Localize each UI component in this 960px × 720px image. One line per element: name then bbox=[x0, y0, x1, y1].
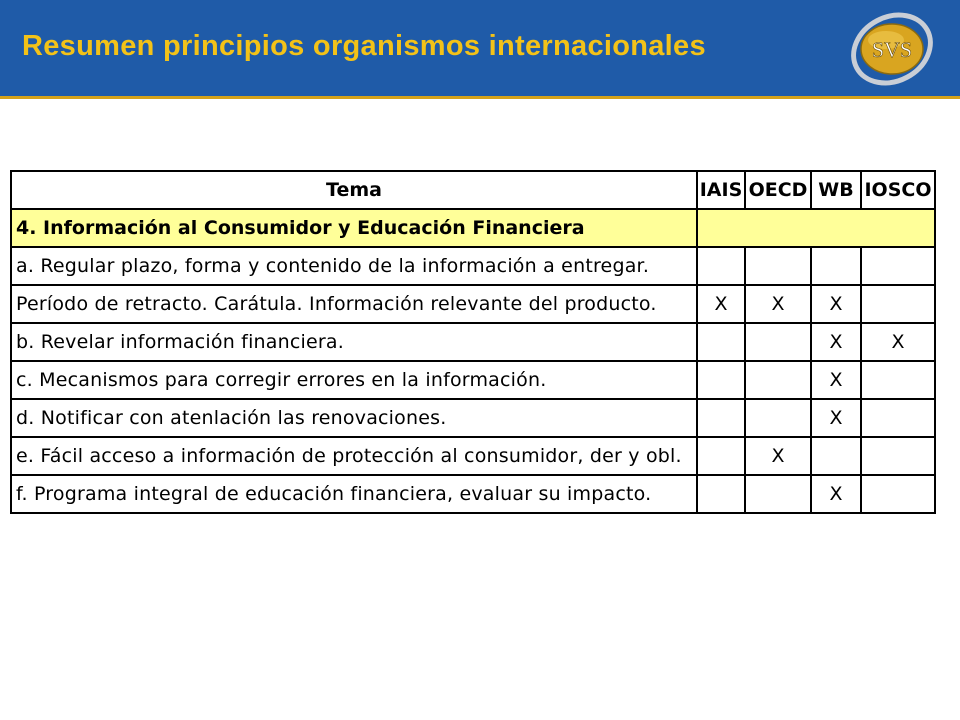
cell-iosco bbox=[861, 475, 935, 513]
cell-oecd: X bbox=[745, 437, 811, 475]
table-row bbox=[11, 399, 935, 437]
cell-oecd bbox=[745, 323, 811, 361]
table-row bbox=[11, 475, 935, 513]
cell-wb: X bbox=[811, 285, 861, 323]
table-row bbox=[11, 361, 935, 399]
cell-iosco bbox=[861, 247, 935, 285]
cell-oecd: X bbox=[745, 285, 811, 323]
cell-iosco bbox=[861, 399, 935, 437]
cell-iais bbox=[697, 247, 745, 285]
cell-iais bbox=[697, 437, 745, 475]
row-tema: f. Programa integral de educación financiera, evaluar su impacto. bbox=[11, 475, 697, 513]
cell-oecd bbox=[745, 399, 811, 437]
table-header-row bbox=[11, 171, 935, 209]
col-header-tema: Tema bbox=[11, 171, 697, 209]
cell-wb: X bbox=[811, 323, 861, 361]
table-row bbox=[11, 285, 935, 323]
col-header-wb: WB bbox=[811, 171, 861, 209]
col-header-oecd: OECD bbox=[745, 171, 811, 209]
row-tema: Período de retracto. Carátula. Información relevante del producto. bbox=[11, 285, 697, 323]
section-label: 4. Información al Consumidor y Educación Financiera bbox=[11, 209, 697, 247]
section-row bbox=[11, 209, 935, 247]
cell-wb bbox=[811, 247, 861, 285]
row-tema: c. Mecanismos para corregir errores en la información. bbox=[11, 361, 697, 399]
table-row bbox=[11, 437, 935, 475]
row-tema: e. Fácil acceso a información de protección al consumidor, der y obl. bbox=[11, 437, 697, 475]
row-tema: a. Regular plazo, forma y contenido de la información a entregar. bbox=[11, 247, 697, 285]
principles-table bbox=[10, 170, 936, 514]
cell-wb: X bbox=[811, 399, 861, 437]
cell-iais bbox=[697, 323, 745, 361]
slide-header bbox=[0, 0, 960, 99]
cell-iais bbox=[697, 475, 745, 513]
row-tema: b. Revelar información financiera. bbox=[11, 323, 697, 361]
cell-oecd bbox=[745, 361, 811, 399]
svs-logo bbox=[846, 8, 938, 90]
svs-logo-text: SVS bbox=[871, 37, 913, 62]
cell-wb bbox=[811, 437, 861, 475]
cell-iais bbox=[697, 399, 745, 437]
cell-iosco bbox=[861, 285, 935, 323]
cell-iais: X bbox=[697, 285, 745, 323]
cell-wb: X bbox=[811, 475, 861, 513]
section-fill bbox=[697, 209, 935, 247]
cell-wb: X bbox=[811, 361, 861, 399]
slide-title: Resumen principios organismos internacionales bbox=[22, 30, 706, 62]
cell-oecd bbox=[745, 247, 811, 285]
cell-iosco bbox=[861, 437, 935, 475]
table-row bbox=[11, 323, 935, 361]
cell-iais bbox=[697, 361, 745, 399]
table-row bbox=[11, 247, 935, 285]
cell-iosco: X bbox=[861, 323, 935, 361]
cell-iosco bbox=[861, 361, 935, 399]
col-header-iais: IAIS bbox=[697, 171, 745, 209]
col-header-iosco: IOSCO bbox=[861, 171, 935, 209]
cell-oecd bbox=[745, 475, 811, 513]
row-tema: d. Notificar con atenlación las renovaciones. bbox=[11, 399, 697, 437]
